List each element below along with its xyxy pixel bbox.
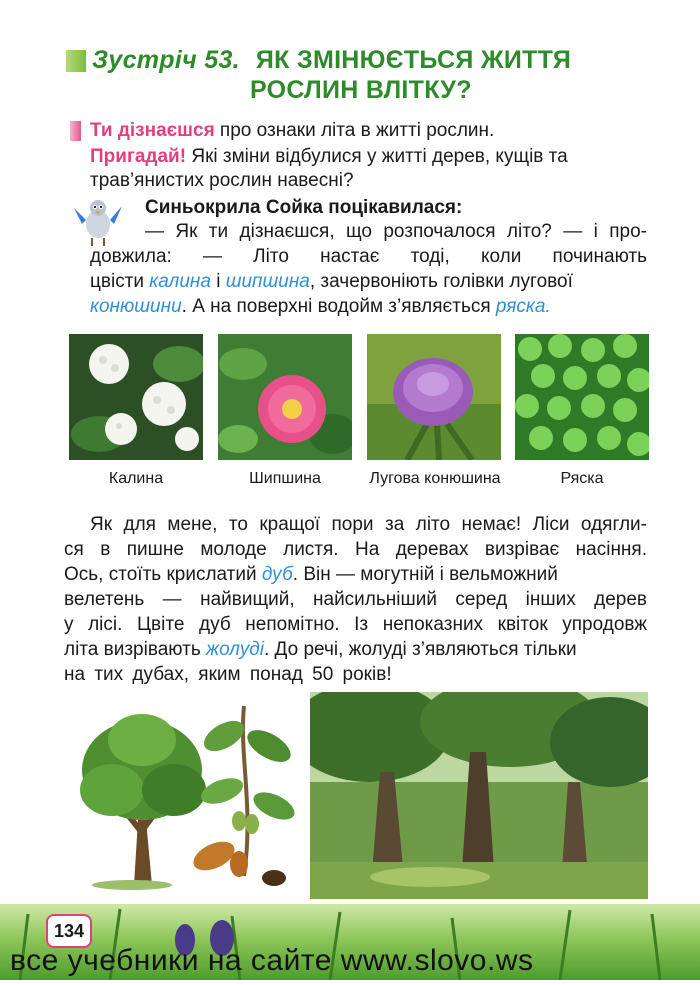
para2-text: . До речі, жолуді з’являються тільки (263, 639, 577, 660)
lesson-number: Зустріч 53. (92, 46, 240, 74)
para2-line-1: Як для мене, то кращої пори за літо немає! Ліси одягли- (90, 514, 647, 535)
term-zholudi: жолуді (206, 639, 264, 660)
recall-text-2: трав’янистих рослин навесні? (90, 170, 354, 191)
dialog-line-4 (90, 295, 551, 319)
duckweed-photo (515, 334, 649, 460)
page-number: 134 (46, 914, 92, 948)
oak-branch-acorns-illustration (184, 696, 304, 896)
para2-line-3 (64, 563, 558, 587)
dialog-line-2: довжила: — Літо настає тоді, коли починають (90, 246, 647, 267)
para2-line-6 (64, 638, 577, 662)
title-marker (66, 50, 86, 72)
para2-line-5: у лісі. Цвіте дуб непомітно. Із непоказних квіток упродовж (64, 614, 647, 635)
term-kalyna: калина (149, 271, 211, 292)
section-marker (70, 121, 81, 141)
dialog-text: , зачервоніють голівки лугової (309, 271, 573, 292)
para2-line-7: на тих дубах, яким понад 50 років! (64, 664, 392, 685)
caption-ryaska: Ряска (560, 470, 604, 487)
wild-rose-photo (218, 334, 352, 460)
clover-photo (367, 334, 501, 460)
caption-konyushyna: Лугова конюшина (369, 470, 501, 487)
learn-line (90, 119, 494, 143)
title-line-1: ЯК ЗМІНЮЄТЬСЯ ЖИТТЯ (255, 46, 572, 74)
para2-text: Ось, стоїть крислатий (64, 564, 262, 585)
term-ryaska: ряска. (495, 296, 551, 317)
oak-forest-photo (310, 692, 648, 899)
recall-text-1: Які зміни відбулися у житті дерев, кущів та (186, 146, 568, 167)
dialog-text: і (210, 271, 226, 292)
term-dub: дуб (261, 564, 293, 585)
lesson-title (92, 46, 571, 75)
para2-text: літа визрівають (64, 639, 207, 660)
caption-shypshyna: Шипшина (249, 470, 321, 487)
dialog-text: цвісти (90, 271, 150, 292)
title-line-2: РОСЛИН ВЛІТКУ? (250, 76, 472, 104)
para2-line-4: велетень — найвищий, найсильніший серед інших дерев (64, 589, 647, 610)
learn-label: Ти дізнаєшся (90, 120, 215, 141)
dialog-text: . А на поверхні водойм з’являється (181, 296, 496, 317)
caption-kalyna: Калина (108, 470, 164, 487)
dialog-line-3 (90, 270, 573, 294)
para2-line-2: ся в пишне молоде листя. На деревах визріває насіння. (64, 539, 647, 560)
learn-text: про ознаки літа в житті рослин. (214, 120, 495, 141)
recall-line (90, 145, 568, 169)
watermark-footer-text: все учебники на сайте www.slovo.ws (10, 944, 534, 977)
term-konyushyna: конюшини (90, 296, 182, 317)
jay-bird-icon (72, 194, 124, 250)
para2-text: . Він — могутній і вельможний (292, 564, 558, 585)
viburnum-flowers-photo (69, 334, 203, 460)
recall-label: Пригадай! (90, 146, 187, 167)
term-shypshyna: шипшина (225, 271, 310, 292)
dialog-line-1: — Як ти дізнаєшся, що розпочалося літо? — і про- (145, 221, 647, 242)
dialog-speaker: Синьокрила Сойка поцікавилася: (145, 197, 463, 218)
